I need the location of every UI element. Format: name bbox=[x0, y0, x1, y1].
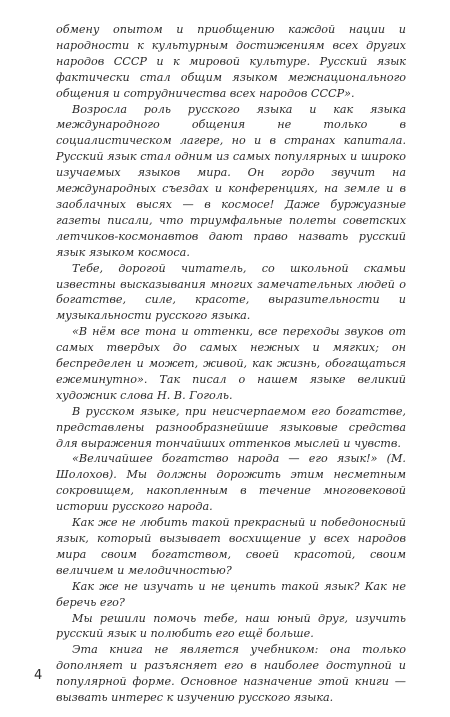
paragraph-1: обмену опытом и приобщению каждой нации и народности к культурным достижениям всех других народов СССР и к мировой культуре. Русский язык фактически стал общим языком межнационального общения и сотрудничества всех народов СССР». bbox=[56, 23, 406, 100]
paragraph-5: В русском языке, при неисчерпаемом его богатстве, представлены разнообразнейшие языковые средства для выражения тончайших оттенков мыслей и чувств. bbox=[56, 404, 406, 450]
paragraph-10: Эта книга не является учебником: она только дополняет и разъясняет его в наиболее доступной и популярной форме. Основное назначение этой книги — вызвать интерес к изучению русского языка. bbox=[56, 643, 406, 705]
paragraph-9: Мы решили помочь тебе, наш юный друг, изучить русский язык и полюбить его ещё больше. bbox=[56, 611, 406, 641]
paragraph-7: Как же не любить такой прекрасный и победоносный язык, который вызывает восхищение у всех народов мира своим богатством, своей красотой, своим величием и мелодичностью? bbox=[56, 516, 406, 577]
page-number: 4 bbox=[34, 668, 43, 683]
paragraph-8: Как же не изучать и не ценить такой язык? Как не беречь его? bbox=[56, 579, 406, 609]
paragraph-3: Тебе, дорогой читатель, со школьной скамьи известны высказывания многих замечательных людей о богатстве, силе, красоте, выразительности и музыкальности русского языка. bbox=[56, 261, 406, 323]
paragraph-6: «Величайшее богатство народа — его язык!» (М. Шолохов). Мы должны дорожить этим несметным сокровищем, накопленным в течение многовековой истории русского народа. bbox=[56, 452, 406, 514]
paragraph-4: «В нём все тона и оттенки, все переходы звуков от самых твердых до самых нежных и мягких; он беспределен и может, живой, как жизнь, обогащаться ежеминутно». Так писал о нашем языке великий художник слова Н. В. Гоголь. bbox=[56, 325, 406, 402]
page-body bbox=[56, 22, 406, 706]
paragraph-2: Возросла роль русского языка и как языка международного общения не только в социалистическом лагере, но и в странах капитала. Русский язык стал одним из самых популярных и широко изучаемых языков мира. Он гордо звучит на международных съездах и конференциях, на земле и в заоблачных высях — в космосе! Даже буржуазные газеты писали, что триумфальные полеты советских летчиков-космонавтов дают право назвать русский язык языком космоса. bbox=[56, 102, 406, 259]
